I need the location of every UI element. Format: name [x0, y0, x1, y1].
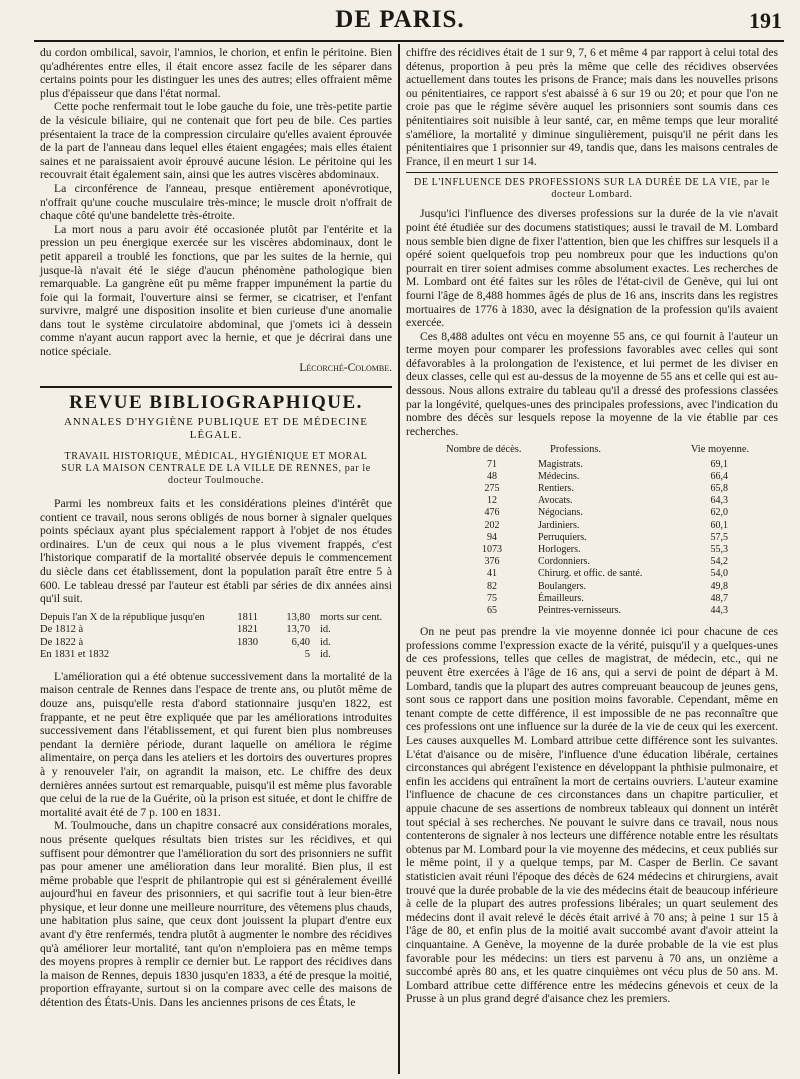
section-rule [406, 172, 778, 173]
profession-table [446, 444, 778, 617]
profession-avg: 49,8 [710, 580, 728, 592]
mortality-rate: 13,70 [286, 624, 310, 636]
profession-profession: Boulangers. [538, 580, 587, 592]
right-bottom-paragraphs [406, 625, 778, 1006]
profession-avg: 62,0 [710, 507, 728, 519]
column-divider [398, 44, 400, 1074]
profession-deaths: 65 [487, 605, 497, 617]
profession-avg: 65,8 [710, 483, 728, 495]
profession-row [446, 605, 778, 617]
right-mid-paragraph: Ces 8,488 adultes ont vécu en moyenne 55 ans, ce qui fournit à l'auteur un terme moyen pour comparer les professions favorables avec celles qui sont défavorables à la prolongation de l'existence, et lui permet de les diviser en deux classes, celle qui est au-dessus de la moyenne de 55 ans et celle qui est au-dessous. Nous allons extraire du tableau qu'il a dressé des professions classées par la longévité, quelques-unes des principales professions, avec l'indication du nombre des décès sur lesquels repose la moyenne de la vie établie par ces recherches. [406, 329, 778, 438]
mortality-unit: id. [320, 624, 331, 636]
profession-profession: Négocians. [538, 507, 583, 519]
mortality-period: Depuis l'an X de la république jusqu'en [40, 611, 205, 623]
profession-deaths: 75 [487, 592, 497, 604]
left-top-paragraph: La mort nous a paru avoir été occasionée plutôt par l'entérite et la pression un peu énergique exercée sur les viscères abdominaux, dont le petit appareil a troublé les fonctions, que par les suites de la hernie, qui jusque-là n'avait été le siége d'aucun phénomène pathologique bien remarquable. La gangrène eût pu même frapper impunément la partie du foie qui la formait, l'ouverture ainsi se fermer, se cicatriser, et l'enfant survivre, malgré une disposition insolite et bien curieuse d'une anomalie dans tout le système circulatoire abdominal, que j'omets ici à dessein comme n'ayant aucun rapport avec la hernie, et que je décrirai dans une notice spéciale. [40, 222, 392, 359]
profession-profession: Perruquiers. [538, 531, 587, 543]
profession-deaths: 476 [484, 507, 500, 519]
mortality-period: De 1822 à [40, 636, 84, 648]
profession-deaths: 202 [484, 519, 500, 531]
profession-profession: Horlogers. [538, 544, 581, 556]
page-number: 191 [749, 8, 782, 33]
mortality-table [40, 612, 392, 662]
profession-row [446, 544, 778, 556]
left-bottom-paragraph: L'amélioration qui a été obtenue successivement dans la mortalité de la maison centrale de Rennes dans l'espace de trente ans, ou plutôt même de douze ans, puisqu'elle resta d'abord stationnaire jusqu'en 1822, est frappante, et ne peut être expliquée que par les améliorations introduites successivement dans l'établissement, et qui furent bien plus nombreuses pendant la dernière période, durant laquelle on améliora le régime alimentaire, on perça dans les ateliers et les dortoirs des ouvertures propres à y renouveler l'air, on agrandit la maison, etc. Le chiffre des deux dernières années surtout est remarquable, puisqu'il est même plus favorable que celui de la rue de la Guérite, où la prison est située, et dont le chiffre de mortalité avait été de 7 p. 100 en 1831. [40, 669, 392, 819]
mortality-unit: morts sur cent. [320, 611, 383, 623]
col-avg: Vie moyenne. [690, 444, 750, 456]
mortality-row [40, 637, 392, 650]
left-bottom-paragraph: M. Toulmouche, dans un chapitre consacré aux considérations morales, nous présente quelques résultats bien tristes sur les récidives, et qui suffisent pour démontrer que l'amélioration du sort des prisonniers ne suffit pas pour amener une amélioration dans leur moralité. Bien plus, il est même probable que l'esprit de philantropie qui est si généralement éveillé aujourd'hui en faveur des prisonniers, et qui sacrifie tout à leur bien-être physique, et leur donne une meilleure nourriture, des vêtemens plus chauds, une habitation plus saine, que ceux dont jouissent la plupart d'entre eux avant d'y être renfermés, tendra plutôt à augmenter le nombre des récidives qu'à améliorer leur mortalité, tant qu'on n'emploiera pas en même temps des moyens propres à remplir ce dernier but. Le rapport des récidives dans la maison de Rennes, depuis 1830 jusqu'en 1833, a été de presque la moitié, proportion effrayante, surtout si on la compare avec celle des maisons de détention des États-Unis. Dans les anciennes prisons de ces États, le [40, 819, 392, 1010]
mortality-rate: 13,80 [286, 611, 310, 623]
signature: Lécorché-Colombe. [299, 360, 392, 374]
profession-deaths: 41 [487, 568, 497, 580]
profession-profession: Peintres-vernisseurs. [538, 605, 622, 617]
col-deaths: Nombre de décès. [446, 444, 522, 456]
mortality-rate: 6,40 [291, 636, 310, 648]
profession-profession: Jardiniers. [538, 519, 580, 531]
profession-deaths: 12 [487, 495, 497, 507]
profession-row [446, 520, 778, 532]
profession-profession: Chirurg. et offic. de santé. [538, 568, 643, 580]
profession-avg: 54,2 [710, 556, 728, 568]
profession-row [446, 593, 778, 605]
profession-profession: Médecins. [538, 470, 580, 482]
section-separator [40, 386, 392, 388]
profession-row [446, 568, 778, 580]
mortality-row [40, 649, 392, 662]
left-top-paragraph: Cette poche renfermait tout le lobe gauche du foie, une très-petite partie de la vésicule biliaire, qui ne contenait que fort peu de bile. Ces parties présentaient la trace de la compression circulaire qu'elles avaient éprouvée de la part de l'anneau dans lequel elles étaient engagées; mais elles étaient saines et ne paraissaient avoir éprouvé aucune lésion. Le péritoine qui les recouvrait était également sain, ainsi que les autres viscères abdominaux. [40, 100, 392, 182]
profession-deaths: 376 [484, 556, 500, 568]
mortality-year: 1830 [237, 636, 258, 648]
profession-avg: 55,3 [710, 544, 728, 556]
profession-avg: 66,4 [710, 470, 728, 482]
mortality-rate: 5 [304, 649, 310, 661]
mortality-unit: id. [320, 649, 331, 661]
profession-avg: 57,5 [710, 531, 728, 543]
mortality-period: De 1812 à [40, 624, 84, 636]
right-bottom-paragraph: On ne peut pas prendre la vie moyenne donnée ici pour chacune de ces professions comme l'expression exacte de la vérité, puisqu'il y a quelques-unes de ces professions, telles que celles de magistrat, de médecin, etc., qui ne peuvent être exercées à l'âge de 16 ans, qui a servi de point de départ à M. Lombard, tandis que la plupart des autres compreuant beaucoup de jeunes gens, sont sous ce rapport dans une position moins favorable. Cependant, même en tenant compte de cette différence, il est impossible de ne pas reconnaître que ces professions ont une influence sur la durée de la vie de ceux qui les exercent. Les causes auxquelles M. Lombard attribue cette différence sont les suivantes. L'état d'aisance ou de misère, l'influence d'une éducation libérale, certaines circonstances qui abrégent l'existence en développant la phthisie pulmonaire, et enfin les accidens qui entraînent la mort de certains ouvriers. L'auteur examine l'influence de chacune de ces circonstances dans un chapitre particulier, et appuie chacune de ses assertions de nombreux tableaux qui donnent un intérêt tout spécial à ses recherches. Ne pouvant le suivre dans ce travail, nous nous contenterons de signaler à nos lecteurs une différence notable entre les résultats obtenus par M. Lombard pour la vie moyenne des médecins, et ceux publiés sur le même point, il y a quelque temps, par M. Casper de Berlin. Ce savant statisticien avait réuni l'époque des décès de 624 médecins et chirurgiens, avait trouvé que la durée probable de la vie des médecins était de beaucoup inférieure à celle de la plupart des autres professions libérales; un quart seulement des médecins dont il avait relevé le décès était arrivé à 70 ans; à peine 1 sur 15 à l'âge de 80, et enfin plus de la moitié avait succombé avant d'avoir atteint la cinquantaine. A Genève, la moyenne de la durée probable de la vie est plus favorable pour les médecins: un tiers est parvenu à 70 ans, un onzième a succombé après 80 ans, et les quatre cinquièmes ont vécu plus de 50 ans. M. Lombard attribue cette différence entre les médecins génevois et ceux de la Prusse à un plus grand degré d'aisance chez les premiers. [406, 625, 778, 1006]
profession-avg: 48,7 [710, 592, 728, 604]
profession-deaths: 48 [487, 470, 497, 482]
paragraph-recidives: chiffre des récidives était de 1 sur 9, 7, 6 et même 4 par rapport à celui total des détenus, proportion à peu près la même que celle des récidives observées actuellement dans toutes les prisons de France; mais dans les nouvelles prisons ou pénitentiaires, ce rapport s'est abaissé à 6 sur 19 ou 20; et pour que l'on ne croie pas que le régime sévère auquel les prisonniers sont soumis dans ces pénitentiaires soit nuisible à leur santé, car, en même temps que leur moralité s'améliore, la mortalité y diminue singulièrement, puisqu'il ne périt dans les pénitentiaires que 1 prisonnier sur 49, tandis que, dans les maisons centrales de France, il en meurt 1 sur 14. [406, 46, 778, 168]
profession-profession: Rentiers. [538, 483, 574, 495]
profession-row [446, 459, 778, 471]
col-profession: Professions. [550, 444, 602, 456]
mortality-period: En 1831 et 1832 [40, 649, 110, 661]
profession-row [446, 495, 778, 507]
mortality-unit: id. [320, 636, 331, 648]
header-title: DE PARIS. [335, 6, 465, 33]
right-mid-paragraphs [406, 207, 778, 438]
mortality-year: 1811 [237, 611, 258, 623]
profession-deaths: 94 [487, 531, 497, 543]
profession-row [446, 471, 778, 483]
profession-avg: 44,3 [710, 605, 728, 617]
profession-row [446, 532, 778, 544]
left-top-paragraphs [40, 46, 392, 359]
left-column [40, 46, 392, 1010]
mortality-year [218, 649, 258, 662]
profession-profession: Cordonniers. [538, 556, 590, 568]
right-mid-paragraph: Jusqu'ici l'influence des diverses professions sur la durée de la vie n'avait point été étudiée sur des documens statistiques; aussi le travail de M. Lombard nous semble bien digne de fixer l'attention, bien que les chiffres sur lesquels il a opéré soient quelquefois trop peu nombreux pour que les inductions qu'on pourrait en tirer soient admises comme absolument exactes. Les recherches de M. Lombard ont été faites sur les rôles de l'état-civil de Genève, qui lui ont fourni l'âge de 8,488 hommes âgés de plus de 16 ans, inscrits dans les registres mortuaires de 1776 à 1830, avec la désignation de la profession qu'ils avaient exercée. [406, 207, 778, 330]
left-bottom-paragraphs [40, 670, 392, 1010]
profession-row [446, 483, 778, 495]
profession-row [446, 581, 778, 593]
left-top-paragraph: La circonférence de l'anneau, presque entièrement aponévrotique, n'offrait qu'une couche musculaire très-mince; le muscle droit n'offrait de chaque côté qu'une bandelette très-étroite. [40, 181, 392, 223]
profession-deaths: 71 [487, 458, 497, 470]
left-top-paragraph: du cordon ombilical, savoir, l'amnios, le chorion, et enfin le péritoine. Bien qu'adhérentes entre elles, il était encore assez facile de les séparer dans certains points pour les distinguer les unes des autres; elles offraient même plus d'épaisseur que dans l'état normal. [40, 46, 392, 100]
profession-profession: Avocats. [538, 495, 573, 507]
profession-profession: Émailleurs. [538, 592, 584, 604]
mortality-year: 1821 [237, 624, 258, 636]
mortality-row [40, 624, 392, 637]
right-column [406, 46, 778, 1006]
header-rule [34, 40, 784, 42]
profession-avg: 69,1 [710, 458, 728, 470]
profession-avg: 60,1 [710, 519, 728, 531]
page-header [0, 0, 800, 40]
profession-avg: 54,0 [710, 568, 728, 580]
profession-profession: Magistrats. [538, 458, 583, 470]
profession-row [446, 507, 778, 519]
mortality-row [40, 612, 392, 625]
profession-row [446, 556, 778, 568]
profession-deaths: 1073 [482, 544, 502, 556]
profession-avg: 64,3 [710, 495, 728, 507]
revue-title: REVUE BIBLIOGRAPHIQUE. [69, 392, 363, 414]
annales-title: ANNALES D'HYGIÈNE PUBLIQUE ET DE MÉDECINE LÉGALE. [63, 415, 368, 442]
influence-title: DE L'INFLUENCE DES PROFESSIONS SUR LA DURÉE DE LA VIE, par le docteur Lombard. [414, 177, 770, 201]
profession-deaths: 275 [484, 483, 500, 495]
paragraph-parmi: Parmi les nombreux faits et les considérations pleines d'intérêt que contient ce travail, nous serons obligés de nous borner à signaler quelques points spéciaux ayant plus spécialement rapport à l'objet de nos études ordinaires. L'un de ceux qui nous a le plus vivement frappés, c'est l'historique comparatif de la mortalité observée depuis le commencement du siècle dans cet établissement, dont la population paraît être entre 5 à 600. Le tableau dressé par l'auteur est établi par séries de dix années ainsi qu'il suit. [40, 497, 392, 606]
profession-table-header [446, 444, 778, 456]
travail-title: TRAVAIL HISTORIQUE, MÉDICAL, HYGIÉNIQUE ET MORAL SUR LA MAISON CENTRALE DE LA VILLE DE RENNES, par le docteur Toulmouche. [61, 451, 371, 487]
profession-deaths: 82 [487, 580, 497, 592]
